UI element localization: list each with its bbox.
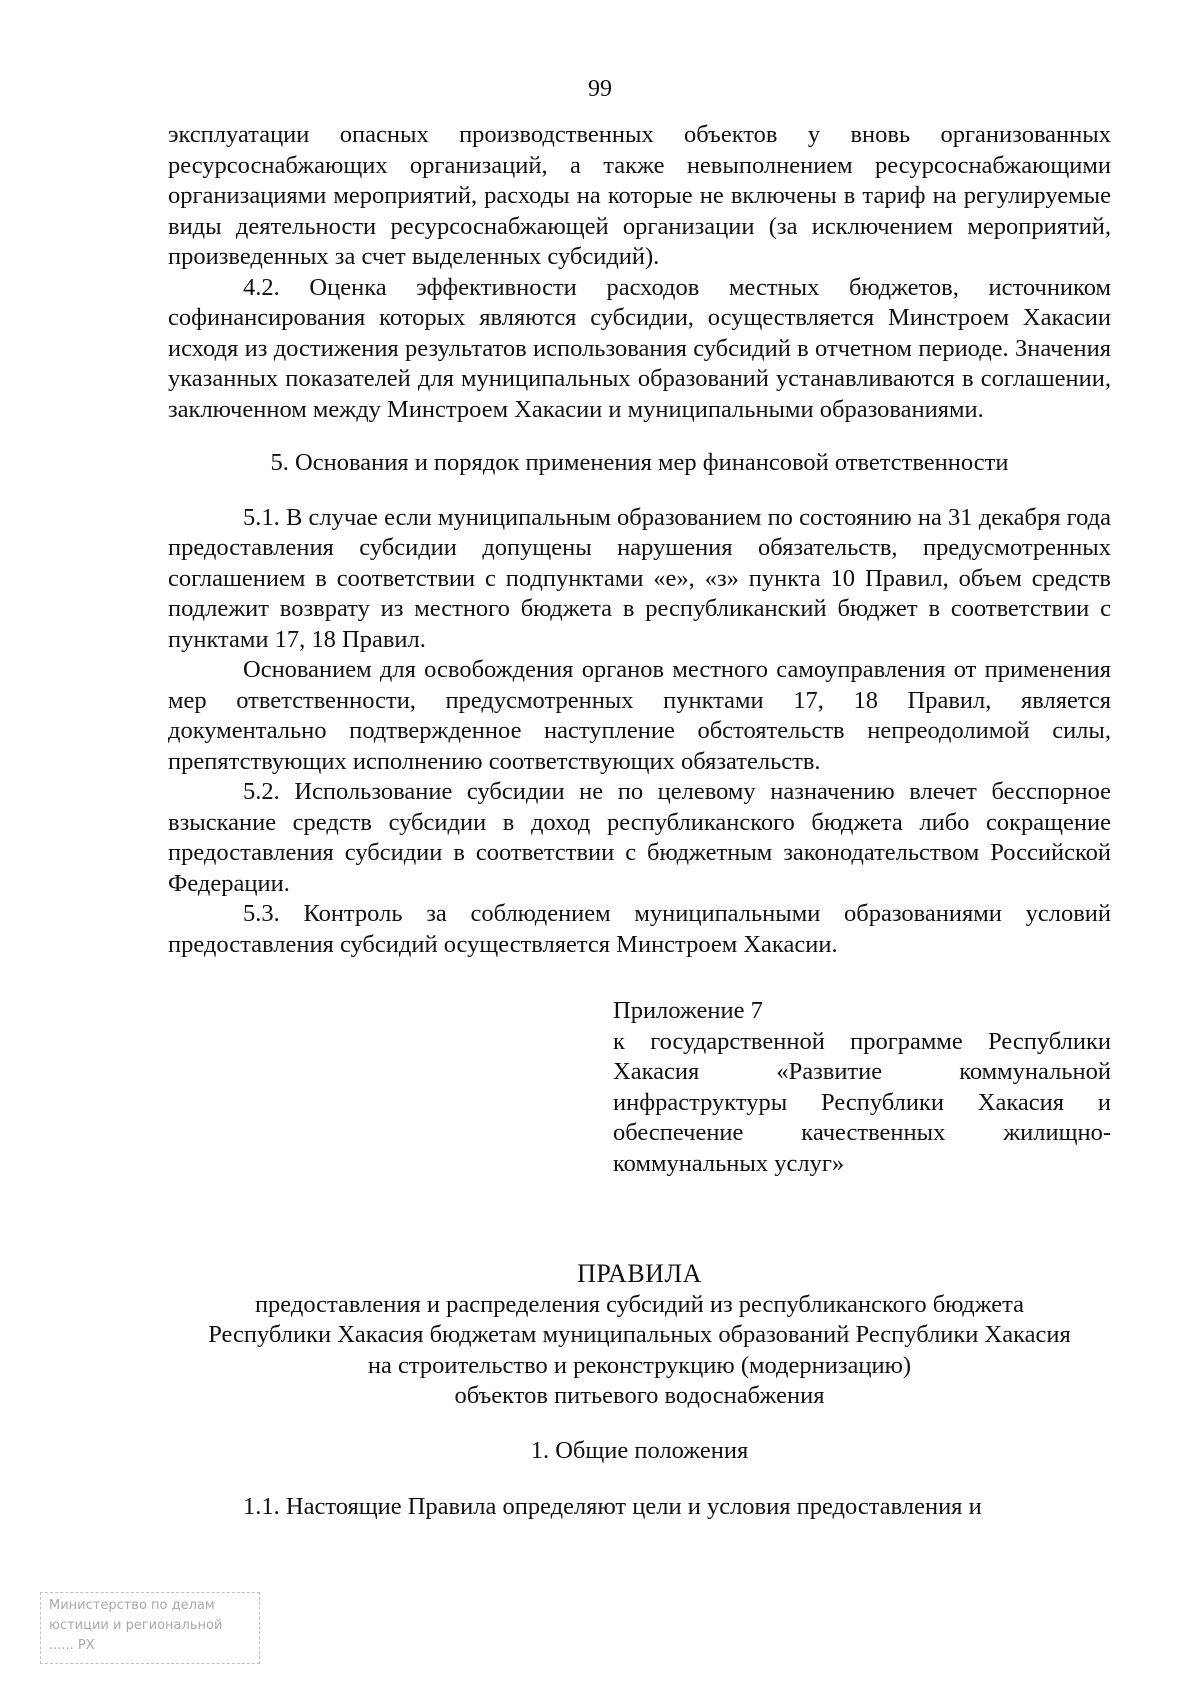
document-body (168, 120, 1111, 1523)
stamp-line-1: Министерство по делам (49, 1598, 215, 1613)
appendix-block (613, 996, 1111, 1179)
appendix-body: к государственной программе Республики Хакасия «Развитие коммунальной инфраструктуры Республики Хакасия и обеспечение качественных жилищно-коммунальных услуг» (613, 1027, 1111, 1177)
registration-stamp (40, 1592, 260, 1664)
paragraph-5-3: 5.3. Контроль за соблюдением муниципальными образованиями условий предоставления субсидий осуществляется Минстроем Хакасии. (168, 900, 1111, 958)
section-1-heading: 1. Общие положения (530, 1436, 749, 1464)
rules-subtitle-line-4: объектов питьевого водоснабжения (454, 1382, 825, 1409)
rules-subtitle-line-1: предоставления и распределения субсидий из республиканского бюджета (254, 1290, 1025, 1318)
page-number: 99 (588, 76, 612, 102)
rules-subtitle-line-2: Республики Хакасия бюджетам муниципальных образований Республики Хакасия (208, 1321, 1071, 1348)
stamp-line-2: юстиции и региональной (49, 1618, 223, 1633)
paragraph-5-2: 5.2. Использование субсидии не по целевому назначению влечет бесспорное взыскание средств субсидии в доход республиканского бюджета либо сокращение предоставления субсидии в соответствии с бюджетным законодательством Российской Федерации. (168, 778, 1111, 897)
appendix-title: Приложение 7 (613, 997, 763, 1024)
paragraph-continuation: эксплуатации опасных производственных объектов у вновь организованных ресурсоснабжающих организаций, а также невыполнением ресурсоснабжающими организациями мероприятий, расходы на которые не включены в тариф на регулируемые виды деятельности ресурсоснабжающей организации (за исключением мероприятий, произведенных за счет выделенных субсидий). (168, 121, 1111, 270)
paragraph-5-1: 5.1. В случае если муниципальным образованием по состоянию на 31 декабря года предоставления субсидии допущены нарушения обязательств, предусмотренных соглашением в соответствии с подпунктами «е», «з» пункта 10 Правил, объем средств подлежит возврату из местного бюджета в республиканский бюджет в соответствии с пунктами 17, 18 Правил. (168, 503, 1111, 653)
section-5-heading: 5. Основания и порядок применения мер финансовой ответственности (270, 449, 1009, 476)
stamp-line-3: ...... РХ (49, 1638, 95, 1653)
paragraph-1-1: 1.1. Настоящие Правила определяют цели и условия предоставления и (243, 1493, 982, 1520)
paragraph-4-2: 4.2. Оценка эффективности расходов местных бюджетов, источником софинансирования которых являются субсидии, осуществляется Минстроем Хакасии исходя из достижения результатов использования субсидий в отчетном периоде. Значения указанных показателей для муниципальных образований устанавливаются в соглашении, заключенном между Минстроем Хакасии и муниципальными образованиями. (168, 273, 1111, 423)
rules-title: ПРАВИЛА (577, 1259, 702, 1288)
paragraph-5-1-release: Основанием для освобождения органов местного самоуправления от применения мер ответственности, предусмотренных пунктами 17, 18 Правил, является документально подтвержденное наступление обстоятельств непреодолимой силы, препятствующих исполнению соответствующих обязательств. (168, 656, 1111, 775)
rules-subtitle-line-3: на строительство и реконструкцию (модернизацию) (367, 1351, 912, 1379)
